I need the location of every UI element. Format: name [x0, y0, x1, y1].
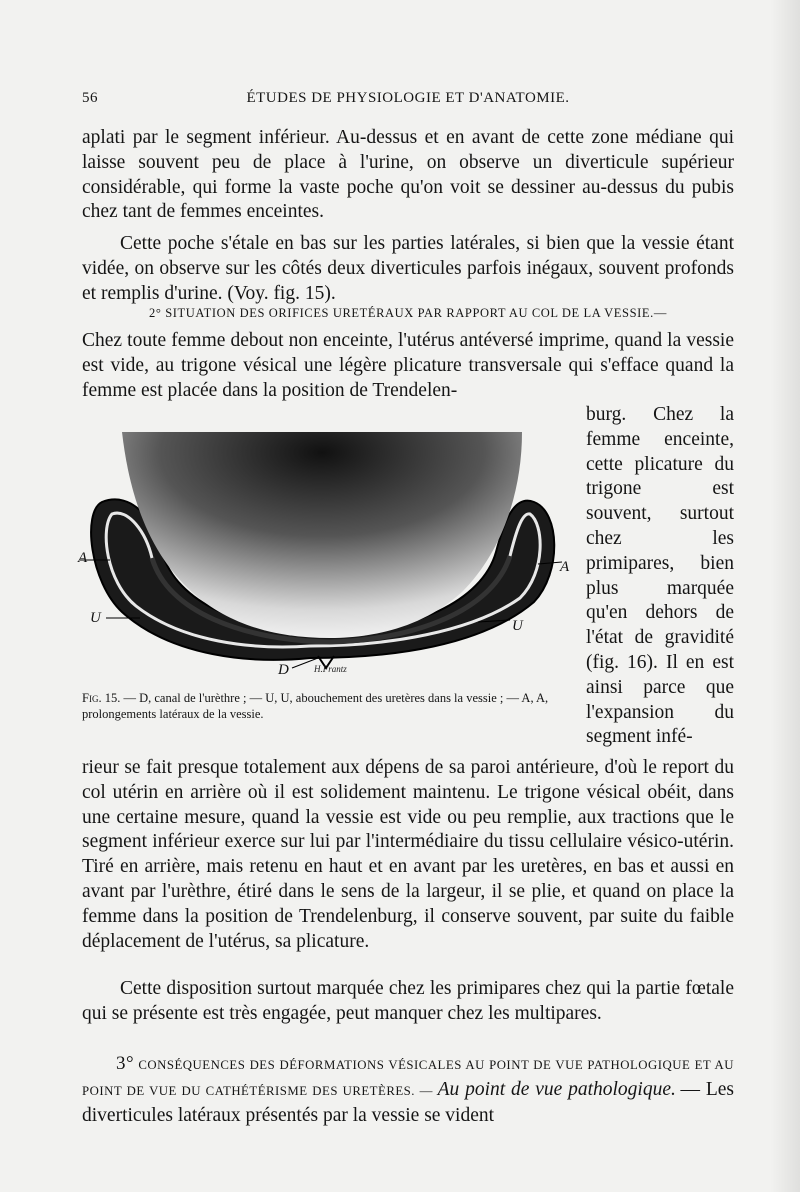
label-A-right: A	[560, 559, 570, 575]
label-A-left: A	[78, 550, 88, 566]
section-heading-2: 2° SITUATION DES ORIFICES URETÉRAUX PAR RAPPORT AU COL DE LA VESSIE.—	[149, 306, 667, 320]
paragraph-3: Chez toute femme debout non enceinte, l'utérus antéversé imprime, quand la vessie est vide, au trigone vésical une légère plicature transversale qui s'efface quand la femme est placée dans la position de Trendelen-	[82, 330, 734, 401]
caption-text: — D, canal de l'urèthre ; — U, U, abouchement des uretères dans la vessie ; — A, A, prolongements latéraux de la vessie.	[82, 691, 549, 721]
section-3-text: — Les diverticules latéraux présentés par la vessie se vident	[82, 1078, 735, 1126]
paragraph-5: Cette disposition surtout marquée chez les primipares chez qui la partie fœtale qui se présente est très engagée, peut manquer chez les multipares.	[82, 978, 734, 1024]
section-3-title: CONSÉQUENCES DES DÉFORMATIONS VÉSICALES AU POINT DE VUE PATHOLOGIQUE ET AU POINT DE VUE DU CATHÉTÉRISME DES URETÈRES. —	[82, 1058, 734, 1098]
page-edge-shadow	[770, 0, 800, 1192]
label-U-left: U	[90, 610, 101, 626]
figure-caption	[82, 690, 576, 722]
label-U-right: U	[512, 618, 523, 634]
running-title: ÉTUDES DE PHYSIOLOGIE ET D'ANATOMIE.	[246, 90, 570, 106]
section-heading-3	[82, 1052, 734, 1129]
section-3-number: 3°	[116, 1053, 135, 1074]
artist-signature: H.Frantz	[314, 664, 347, 674]
page-number: 56	[82, 90, 98, 106]
bladder-illustration	[78, 432, 578, 682]
paragraph-1: aplati par le segment inférieur. Au-dessus et en avant de cette zone médiane qui laisse souvent peu de place à l'urine, on observe un diverticule supérieur considérable, qui forme la vaste poche qu'on voit se dessiner au-dessus du pubis chez tant de femmes enceintes.	[82, 127, 734, 223]
label-D: D	[278, 662, 289, 678]
paragraph-4: rieur se fait presque totalement aux dépens de sa paroi antérieure, d'où le report du col utérin en arrière où il est solidement maintenu. Le trigone vésical obéit, dans une certaine mesure, quand la vessie est vide ou peu remplie, aux tractions que le segment inférieur exerce sur lui par l'intermédiaire du tissu cellulaire vésico-utérin. Tiré en arrière, mais retenu en haut et en avant par les uretères, en bas et aussi en avant par l'urèthre, étiré dans le sens de la largeur, il se plie, et quand on place la femme dans la position de Trendelenburg, il conserve souvent, par suite du faible déplacement de l'utérus, sa plicature.	[82, 757, 734, 952]
caption-label: Fig. 15.	[82, 691, 121, 705]
paragraph-2: Cette poche s'étale en bas sur les parties latérales, si bien que la vessie étant vidée, on observe sur les côtés deux diverticules parfois inégaux, souvent profonds et remplis d'urine. (Voy. fig. 15).	[82, 233, 734, 304]
figure-15	[78, 432, 578, 682]
section-3-subtitle: Au point de vue pathologique.	[437, 1078, 676, 1100]
paragraph-3-side-column: burg. Chez la femme enceinte, cette plicature du trigone est souvent, surtout chez les primipares, bien plus marquée qu'en dehors de l'état de gravidité (fig. 16). Il en est ainsi parce que l'expansion du segment infé-	[586, 404, 734, 748]
page-header	[82, 90, 734, 112]
